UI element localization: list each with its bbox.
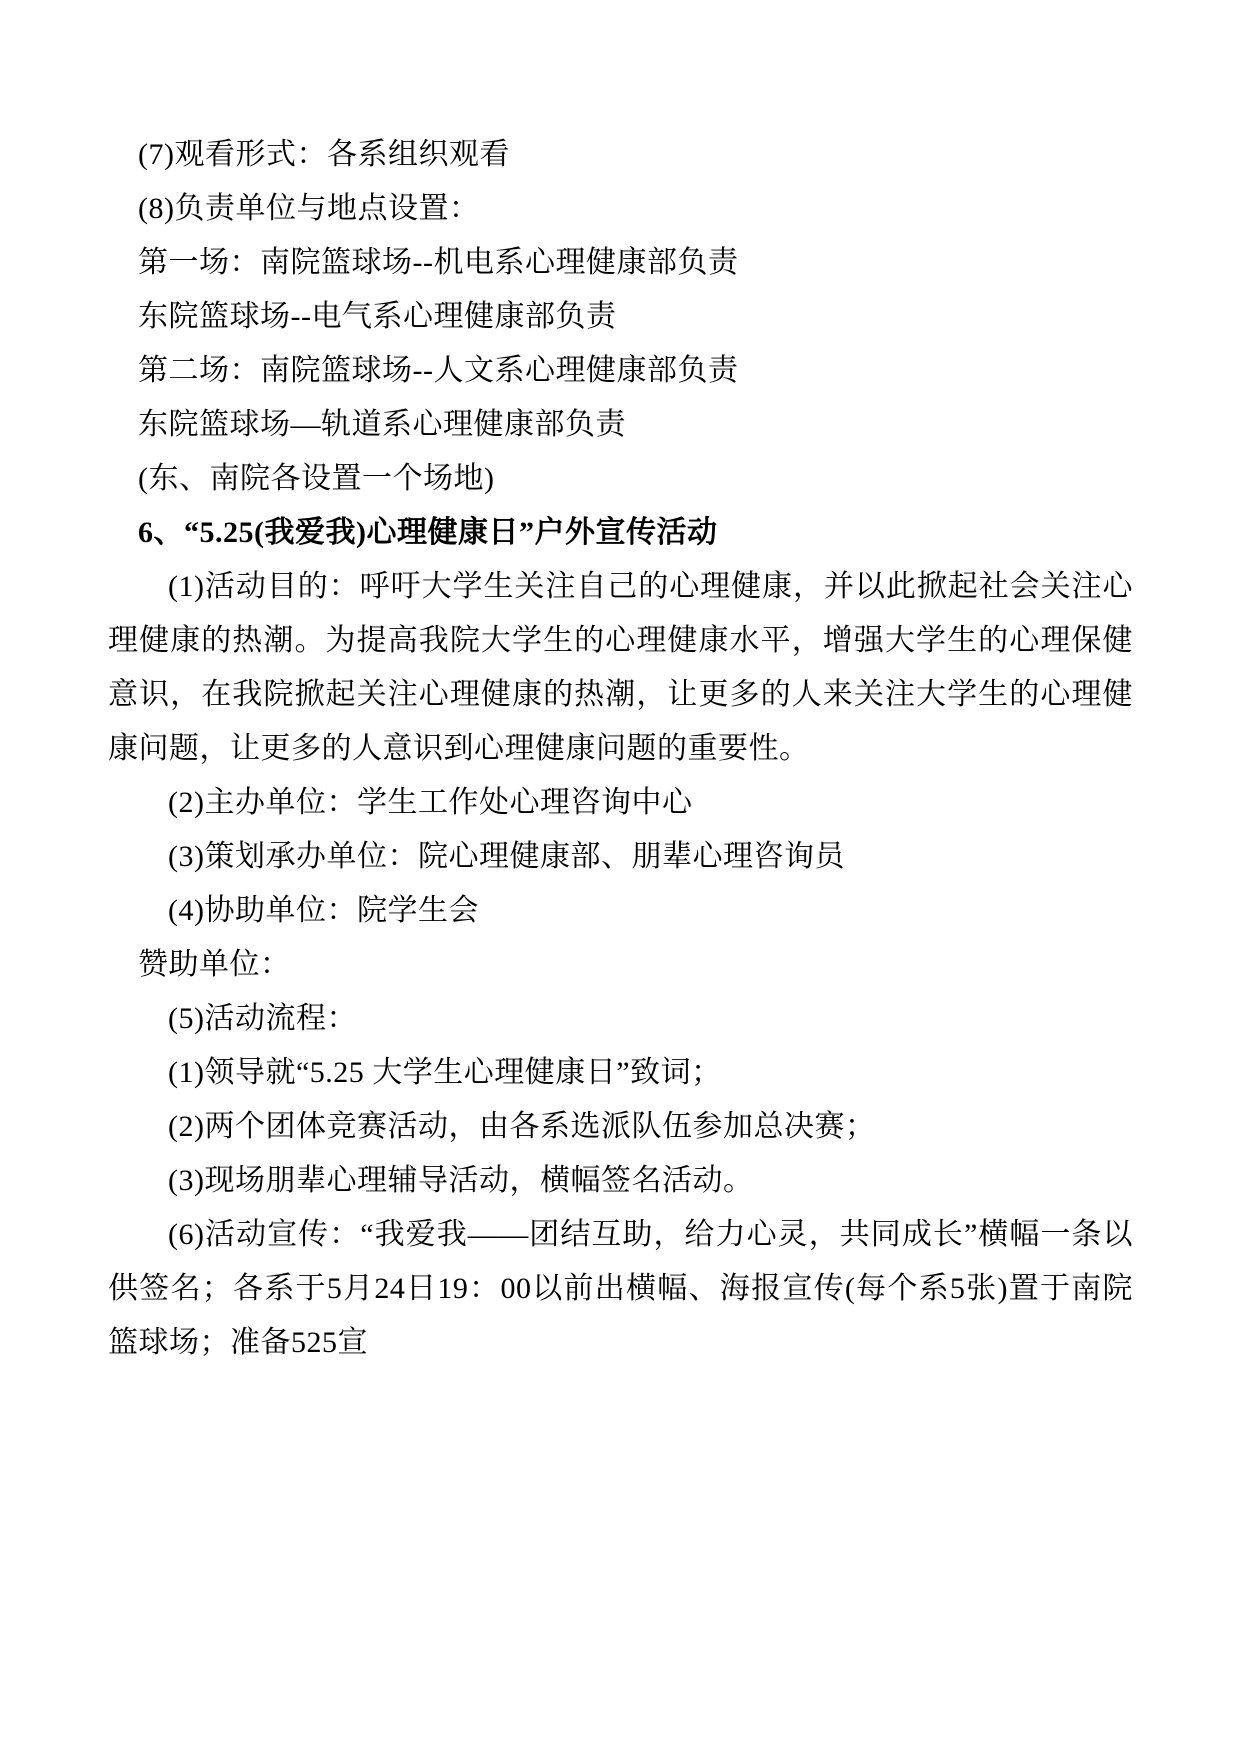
- paragraph: (3)现场朋辈心理辅导活动，横幅签名活动。: [168, 1164, 754, 1197]
- paragraph: 第二场：南院篮球场--人文系心理健康部负责: [138, 354, 739, 387]
- paragraph: (2)主办单位：学生工作处心理咨询中心: [168, 786, 693, 819]
- paragraph: (6)活动宣传：“我爱我——团结互助，给力心灵，共同成长”横幅一条以供签名；各系于5月24日19：00以前出横幅、海报宣传(每个系5张)置于南院篮球场；准备525宣: [108, 1218, 1133, 1359]
- document-body: [108, 128, 1133, 1370]
- paragraph: (8)负责单位与地点设置：: [138, 192, 480, 225]
- paragraph: (7)观看形式：各系组织观看: [138, 138, 510, 171]
- paragraph: (4)协助单位：院学生会: [168, 894, 479, 927]
- paragraph: 东院篮球场—轨道系心理健康部负责: [138, 408, 626, 441]
- paragraph: 东院篮球场--电气系心理健康部负责: [138, 300, 617, 333]
- paragraph: (2)两个团体竞赛活动，由各系选派队伍参加总决赛；: [168, 1110, 876, 1143]
- paragraph: (5)活动流程：: [168, 1002, 357, 1035]
- paragraph: (东、南院各设置一个场地): [138, 462, 495, 495]
- paragraph: (1)活动目的：呼吁大学生关注自己的心理健康，并以此掀起社会关注心理健康的热潮。为提高我院大学生的心理健康水平，增强大学生的心理保健意识，在我院掀起关注心理健康的热潮，让更多的人来关注大学生的心理健康问题，让更多的人意识到心理健康问题的重要性。: [108, 570, 1133, 765]
- paragraph: 第一场：南院篮球场--机电系心理健康部负责: [138, 246, 739, 279]
- paragraph: (3)策划承办单位：院心理健康部、朋辈心理咨询员: [168, 840, 845, 873]
- paragraph: 赞助单位：: [138, 948, 291, 981]
- paragraph: (1)领导就“5.25 大学生心理健康日”致词；: [168, 1056, 722, 1089]
- paragraph: 6、“5.25(我爱我)心理健康日”户外宣传活动: [138, 516, 718, 549]
